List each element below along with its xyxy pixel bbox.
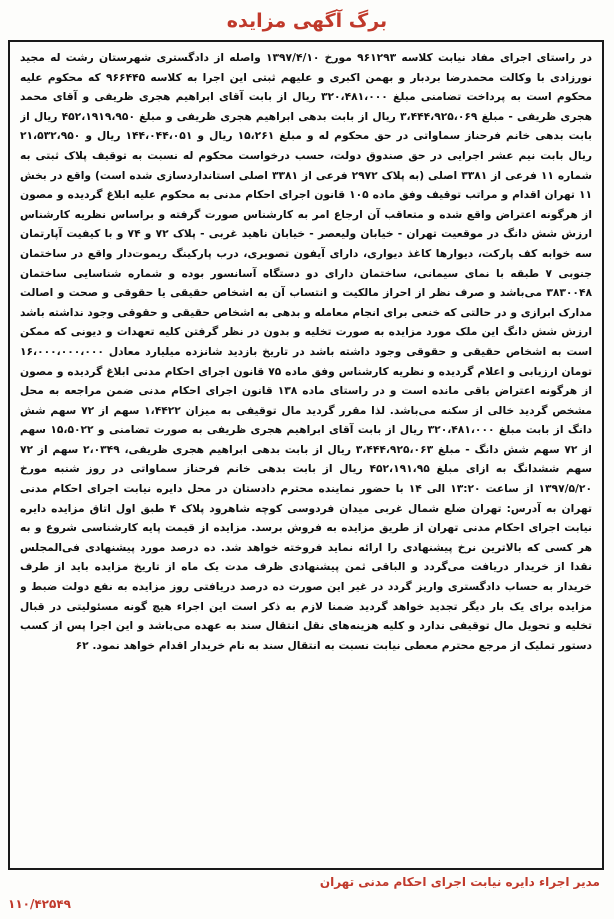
notice-title: برگ آگهی مزایده <box>226 10 388 32</box>
notice-frame <box>8 40 604 870</box>
signature-line: مدیر اجراء دایره نیابت اجرای احکام مدنی تهران <box>319 875 600 889</box>
reference-number: ۱۱۰/۴۲۵۴۹ <box>8 897 71 911</box>
notice-body: در راستای اجرای مفاد نیابت کلاسه ۹۶۱۲۹۳ مورخ ۱۳۹۷/۴/۱۰ واصله از دادگستری شهرستان رشت له مجید نورزادی با وکالت محمدرضا بردبار و بهمن اکبری و علیهم ثبتی این اجرا به کلاسه ۹۶۶۴۴۵ که محکوم علیه محکوم است به پرداخت تضامنی مبلغ ۳۲۰،۴۸۱،۰۰۰ ریال از بابت آقای ابراهیم هجری ظریفی و آقای محمد هجری ظریفی - مبلغ ۳،۴۴۴،۹۲۵،۰۶۹ ریال از بابت بدهی ابراهیم هجری ظریفی و مبلغ ۴۵۲،۱۹۱۹،۹۵۰ ریال از بابت بدهی خانم فرحناز سماواتی در حق محکوم له و مبلغ ۱۵،۲۶۱ ریال و ۱۴۴،۰۴۴،۰۵۱ ریال و ۲۱،۵۳۲،۹۵۰ ریال بابت نیم عشر اجرایی در حق صندوق دولت، حسب درخواست محکوم له نسبت به توقیف پلاک ثبتی به شماره ۱۱ فرعی از ۳۳۸۱ اصلی (به پلاک ۲۹۷۲ فرعی از ۳۳۸۱ اصلی استانداردسازی شده است) واقع در بخش ۱۱ تهران اقدام و مراتب توقیف وفق ماده ۱۰۵ قانون اجرای احکام مدنی به محکوم علیه ابلاغ گردیده و مصون از هرگونه اعتراض واقع شده و متعاقب آن ارجاع امر به کارشناس صورت گرفته و براساس نظریه کارشناس ارزش شش دانگ در موقعیت تهران - خیابان ولیعصر - خیابان ناهید غربی - پلاک ۷۲ و ۷۴ و با کیفیت آپارتمان سه خوابه کف پارکت، دیوارها کاغذ دیواری، دارای آیفون تصویری، درب پارکینگ ریموت‌دار واقع در ساختمان جنوبی ۷ طبقه با نمای سیمانی، ساختمان دارای دو دستگاه آسانسور بوده و شماره شناسایی ساختمان ۳۸۳۰۰۴۸ می‌باشد و صرف نظر از احراز مالکیت و انتساب آن به اشخاص حقیقی یا حقوقی و صحت و اصالت مدارک ابرازی و در حالتی که خنعی برای انجام معامله و بدهی به اشخاص حقیقی و حقوقی وجود نداشته باشد ارزش شش دانگ این ملک مورد مزایده به صورت تخلیه و بدون در نظر گرفتن کلیه تعهدات و دیونی که ممکن است به اشخاص حقیقی و حقوقی وجود داشته باشد در تاریخ بازدید شانزده میلیارد معادل ۱۶،۰۰۰،۰۰۰،۰۰۰ تومان ارزیابی و اعلام گردیده و نظریه کارشناس وفق ماده ۷۵ قانون اجرای احکام مدنی ابلاغ گردیده و مصون از هرگونه اعتراض باقی مانده است و در راستای ماده ۱۳۸ قانون اجرای احکام مدنی ضمن مراجعه به محل مشخص گردید خالی از سکنه می‌باشد. لذا مقرر گردید مال توقیفی به میزان ۱،۴۴۲۲ سهم از ۷۲ سهم شش دانگ از بابت مبلغ ۳۲۰،۴۸۱،۰۰۰ ریال از بابت آقای ابراهیم هجری ظریفی به صورت تضامنی و ۱۵،۵۰۲۲ سهم از ۷۲ سهم شش دانگ - مبلغ ۳،۴۴۴،۹۲۵،۰۶۳ ریال از بابت بدهی ابراهیم هجری ظریفی، ۲،۰۳۴۹ سهم از ۷۲ سهم ششدانگ به ازای مبلغ ۴۵۲،۱۹۱،۹۵ ریال از بابت بدهی خانم فرحناز سماواتی در روز شنبه مورخ ۱۳۹۷/۵/۲۰ از ساعت ۱۳:۲۰ الی ۱۴ با حضور نماینده محترم دادستان در محل دایره نیابت اجرای احکام مدنی تهران به آدرس: تهران ضلع شمال غربی میدان فردوسی کوچه شاهرود پلاک ۴ طبق اول اتاق مزایده دایره نیابت اجرای احکام مدنی تهران از طریق مزایده به فروش برسد. مزایده از قیمت پایه کارشناسی شروع و به هر کسی که بالاترین نرخ پیشنهادی را ارائه نماید فروخته خواهد شد. ده درصد مورد پیشنهادی فی‌المجلس نقدا از خریدار دریافت می‌گردد و الباقی ثمن پیشنهادی ظرف مدت یک ماه از تاریخ مزایده باید از طرف خریدار به حساب دادگستری واریز گردد در غیر این صورت ده درصد دریافتی روز مزایده به نفع دولت ضبط و مزایده برای یک بار دیگر تجدید خواهد گردید ضمنا لازم به ذکر است این اجراء هیچ گونه مسئولیتی در قبال تخلیه و تحویل مال توقیفی ندارد و کلیه هزینه‌های نقل انتقال سند به عهده می‌باشد و این اجرا پس از کسب دستور تملیک از مرجع محترم معطی نیابت نسبت به انتقال سند به نام خریدار اقدام خواهد نمود. ۶۲ <box>20 51 592 652</box>
notice-footer <box>8 872 606 911</box>
